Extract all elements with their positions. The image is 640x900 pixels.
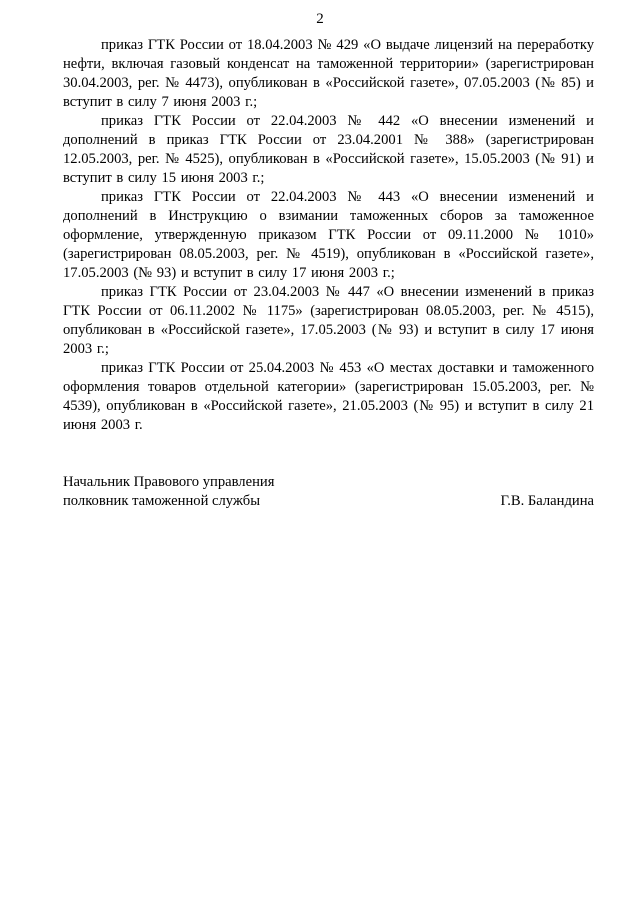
signature-block (63, 473, 594, 511)
signature-name: Г.В. Баландина (500, 493, 594, 509)
signature-position-line1: Начальник Правового управления (63, 474, 275, 490)
signature-position (63, 473, 274, 511)
order-paragraph-4: приказ ГТК России от 23.04.2003 № 447 «О внесении изменений в приказ ГТК России от 06.11.2002 № 1175» (зарегистрирован 08.05.2003, рег. № 4515), опубликован в «Российской газете», 17.05.2003 (№ 93) и вступит в силу 17 июня 2003 г.; (63, 284, 594, 357)
document-body (63, 36, 594, 435)
signature-position-line2: полковник таможенной службы (63, 493, 261, 509)
order-paragraph-5: приказ ГТК России от 25.04.2003 № 453 «О местах доставки и таможенного оформления товаров отдельной категории» (зарегистрирован 15.05.2003, рег. № 4539), опубликован в «Российской газете», 21.05.2003 (№ 95) и вступит в силу 21 июня 2003 г. (63, 360, 594, 433)
page-number: 2 (316, 11, 324, 27)
order-paragraph-2: приказ ГТК России от 22.04.2003 № 442 «О внесении изменений и дополнений в приказ ГТК России от 23.04.2001 № 388» (зарегистрирован 12.05.2003, рег. № 4525), опубликован в «Российской газете», 15.05.2003 (№ 91) и вступит в силу 15 июня 2003 г.; (63, 113, 594, 186)
order-paragraph-1: приказ ГТК России от 18.04.2003 № 429 «О выдаче лицензий на переработку нефти, включая газовый конденсат на таможенной территории» (зарегистрирован 30.04.2003, рег. № 4473), опубликован в «Российской газете», 07.05.2003 (№ 85) и вступит в силу 7 июня 2003 г.; (63, 37, 594, 110)
order-paragraph-3: приказ ГТК России от 22.04.2003 № 443 «О внесении изменений и дополнений в Инструкцию о взимании таможенных сборов за таможенное оформление, утвержденную приказом ГТК России от 09.11.2000 № 1010» (зарегистрирован 08.05.2003, рег. № 4519), опубликован в «Российской газете», 17.05.2003 (№ 93) и вступит в силу 17 июня 2003 г.; (63, 189, 594, 281)
